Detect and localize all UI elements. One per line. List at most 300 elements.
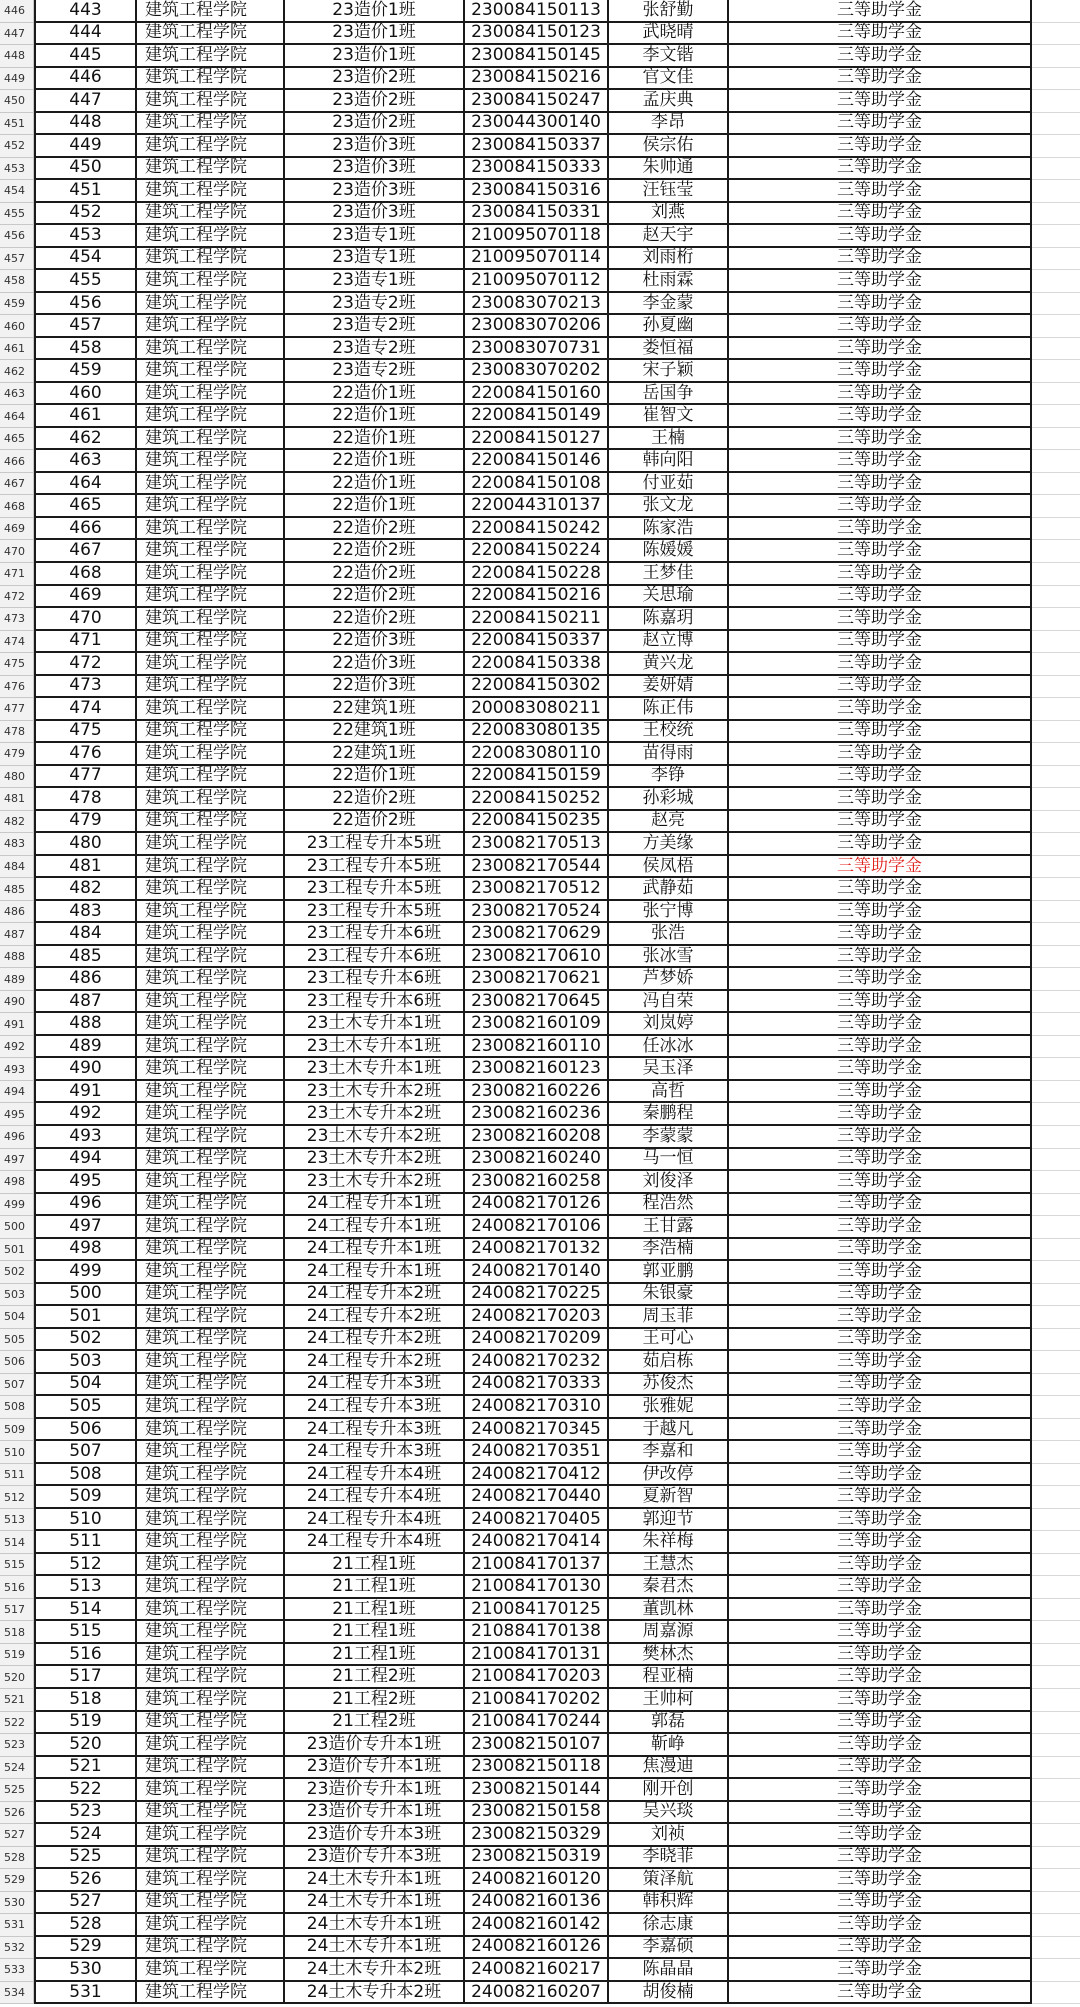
row-header[interactable]: 451 [0,113,34,136]
award-cell[interactable]: 三等助学金 [729,1689,1032,1712]
student-name-cell[interactable]: 策泽航 [609,1869,729,1892]
student-name-cell[interactable]: 李铮 [609,766,729,789]
student-name-cell[interactable]: 郭亚鹏 [609,1261,729,1284]
empty-cell[interactable] [1032,563,1080,586]
row-header[interactable]: 491 [0,1013,34,1036]
award-cell[interactable]: 三等助学金 [729,968,1032,991]
student-name-cell[interactable]: 朱帅通 [609,158,729,181]
serial-number-cell[interactable]: 514 [34,1599,137,1622]
class-cell[interactable]: 24工程专升本3班 [285,1419,465,1442]
student-id-cell[interactable]: 210084170131 [465,1644,609,1667]
empty-cell[interactable] [1032,1689,1080,1712]
award-cell[interactable]: 三等助学金 [729,1937,1032,1960]
row-header[interactable]: 497 [0,1149,34,1172]
row-header[interactable]: 474 [0,631,34,654]
row-header[interactable]: 460 [0,315,34,338]
empty-cell[interactable] [1032,180,1080,203]
student-name-cell[interactable]: 方美缘 [609,833,729,856]
row-header[interactable]: 485 [0,878,34,901]
class-cell[interactable]: 22造价3班 [285,631,465,654]
empty-cell[interactable] [1032,158,1080,181]
college-cell[interactable]: 建筑工程学院 [137,856,285,879]
serial-number-cell[interactable]: 529 [34,1937,137,1960]
serial-number-cell[interactable]: 460 [34,383,137,406]
class-cell[interactable]: 23造价专升本1班 [285,1802,465,1825]
row-header[interactable]: 517 [0,1599,34,1622]
empty-cell[interactable] [1032,676,1080,699]
college-cell[interactable]: 建筑工程学院 [137,698,285,721]
student-id-cell[interactable]: 220084150228 [465,563,609,586]
college-cell[interactable]: 建筑工程学院 [137,248,285,271]
class-cell[interactable]: 22造价1班 [285,495,465,518]
empty-cell[interactable] [1032,653,1080,676]
award-cell[interactable]: 三等助学金 [729,1284,1032,1307]
serial-number-cell[interactable]: 502 [34,1329,137,1352]
college-cell[interactable]: 建筑工程学院 [137,833,285,856]
class-cell[interactable]: 24工程专升本1班 [285,1261,465,1284]
award-cell[interactable]: 三等助学金 [729,1779,1032,1802]
row-header[interactable]: 514 [0,1531,34,1554]
college-cell[interactable]: 建筑工程学院 [137,1216,285,1239]
row-header[interactable]: 449 [0,68,34,91]
empty-cell[interactable] [1032,631,1080,654]
college-cell[interactable]: 建筑工程学院 [137,1239,285,1262]
college-cell[interactable]: 建筑工程学院 [137,203,285,226]
student-name-cell[interactable]: 胡俊楠 [609,1982,729,2005]
row-header[interactable]: 531 [0,1914,34,1937]
college-cell[interactable]: 建筑工程学院 [137,383,285,406]
student-id-cell[interactable]: 220044310137 [465,495,609,518]
class-cell[interactable]: 23造价2班 [285,68,465,91]
serial-number-cell[interactable]: 531 [34,1982,137,2005]
student-name-cell[interactable]: 韩积辉 [609,1892,729,1915]
award-cell[interactable]: 三等助学金 [729,1081,1032,1104]
award-cell[interactable]: 三等助学金 [729,1149,1032,1172]
class-cell[interactable]: 21工程1班 [285,1554,465,1577]
student-id-cell[interactable]: 210084170130 [465,1576,609,1599]
empty-cell[interactable] [1032,923,1080,946]
class-cell[interactable]: 21工程2班 [285,1666,465,1689]
row-header[interactable]: 508 [0,1396,34,1419]
row-header[interactable]: 486 [0,901,34,924]
student-id-cell[interactable]: 240082170405 [465,1509,609,1532]
college-cell[interactable]: 建筑工程学院 [137,113,285,136]
college-cell[interactable]: 建筑工程学院 [137,518,285,541]
award-cell[interactable]: 三等助学金 [729,405,1032,428]
student-id-cell[interactable]: 230083070731 [465,338,609,361]
empty-cell[interactable] [1032,1824,1080,1847]
student-name-cell[interactable]: 孙夏幽 [609,315,729,338]
student-name-cell[interactable]: 李文锴 [609,45,729,68]
college-cell[interactable]: 建筑工程学院 [137,1081,285,1104]
empty-cell[interactable] [1032,45,1080,68]
empty-cell[interactable] [1032,1959,1080,1982]
serial-number-cell[interactable]: 492 [34,1103,137,1126]
college-cell[interactable]: 建筑工程学院 [137,1013,285,1036]
empty-cell[interactable] [1032,991,1080,1014]
college-cell[interactable]: 建筑工程学院 [137,23,285,46]
student-id-cell[interactable]: 220083080135 [465,721,609,744]
row-header[interactable]: 458 [0,270,34,293]
student-name-cell[interactable]: 王楠 [609,428,729,451]
class-cell[interactable]: 24工程专升本4班 [285,1531,465,1554]
row-header[interactable]: 518 [0,1621,34,1644]
row-header[interactable]: 490 [0,991,34,1014]
student-id-cell[interactable]: 220084150149 [465,405,609,428]
student-name-cell[interactable]: 苗得雨 [609,743,729,766]
student-id-cell[interactable]: 240082170414 [465,1531,609,1554]
serial-number-cell[interactable]: 495 [34,1171,137,1194]
empty-cell[interactable] [1032,1419,1080,1442]
student-id-cell[interactable]: 230084150113 [465,0,609,23]
student-id-cell[interactable]: 230082170524 [465,901,609,924]
empty-cell[interactable] [1032,0,1080,23]
empty-cell[interactable] [1032,968,1080,991]
class-cell[interactable]: 23工程专升本6班 [285,968,465,991]
empty-cell[interactable] [1032,113,1080,136]
college-cell[interactable]: 建筑工程学院 [137,676,285,699]
serial-number-cell[interactable]: 507 [34,1441,137,1464]
row-header[interactable]: 511 [0,1464,34,1487]
student-name-cell[interactable]: 芦梦娇 [609,968,729,991]
award-cell[interactable]: 三等助学金 [729,473,1032,496]
student-name-cell[interactable]: 马一恒 [609,1149,729,1172]
award-cell[interactable]: 三等助学金 [729,676,1032,699]
student-name-cell[interactable]: 李嘉硕 [609,1937,729,1960]
college-cell[interactable]: 建筑工程学院 [137,1621,285,1644]
class-cell[interactable]: 23土木专升本2班 [285,1171,465,1194]
student-name-cell[interactable]: 张冰雪 [609,946,729,969]
row-header[interactable]: 446 [0,0,34,23]
empty-cell[interactable] [1032,383,1080,406]
empty-cell[interactable] [1032,248,1080,271]
student-id-cell[interactable]: 210084170203 [465,1666,609,1689]
empty-cell[interactable] [1032,1599,1080,1622]
class-cell[interactable]: 23造价1班 [285,45,465,68]
serial-number-cell[interactable]: 463 [34,450,137,473]
class-cell[interactable]: 21工程2班 [285,1689,465,1712]
college-cell[interactable]: 建筑工程学院 [137,1464,285,1487]
award-cell[interactable]: 三等助学金 [729,1396,1032,1419]
student-name-cell[interactable]: 李嘉和 [609,1441,729,1464]
row-header[interactable]: 477 [0,698,34,721]
serial-number-cell[interactable]: 518 [34,1689,137,1712]
serial-number-cell[interactable]: 471 [34,631,137,654]
award-cell[interactable]: 三等助学金 [729,1036,1032,1059]
row-header[interactable]: 469 [0,518,34,541]
empty-cell[interactable] [1032,946,1080,969]
student-name-cell[interactable]: 程亚楠 [609,1666,729,1689]
serial-number-cell[interactable]: 484 [34,923,137,946]
college-cell[interactable]: 建筑工程学院 [137,1892,285,1915]
student-name-cell[interactable]: 侯宗佑 [609,135,729,158]
student-name-cell[interactable]: 刘俊泽 [609,1171,729,1194]
empty-cell[interactable] [1032,1554,1080,1577]
class-cell[interactable]: 23造价专升本1班 [285,1779,465,1802]
award-cell[interactable]: 三等助学金 [729,338,1032,361]
serial-number-cell[interactable]: 515 [34,1621,137,1644]
class-cell[interactable]: 23造专2班 [285,293,465,316]
student-name-cell[interactable]: 高哲 [609,1081,729,1104]
student-name-cell[interactable]: 刘雨桁 [609,248,729,271]
student-id-cell[interactable]: 240082160142 [465,1914,609,1937]
serial-number-cell[interactable]: 464 [34,473,137,496]
student-name-cell[interactable]: 任冰冰 [609,1036,729,1059]
college-cell[interactable]: 建筑工程学院 [137,1576,285,1599]
serial-number-cell[interactable]: 483 [34,901,137,924]
student-name-cell[interactable]: 官文佳 [609,68,729,91]
college-cell[interactable]: 建筑工程学院 [137,1419,285,1442]
row-header[interactable]: 504 [0,1306,34,1329]
row-header[interactable]: 509 [0,1419,34,1442]
college-cell[interactable]: 建筑工程学院 [137,1779,285,1802]
empty-cell[interactable] [1032,856,1080,879]
student-id-cell[interactable]: 230082170621 [465,968,609,991]
student-name-cell[interactable]: 李蒙蒙 [609,1126,729,1149]
college-cell[interactable]: 建筑工程学院 [137,1441,285,1464]
empty-cell[interactable] [1032,1374,1080,1397]
class-cell[interactable]: 23工程专升本5班 [285,878,465,901]
student-name-cell[interactable]: 靳峥 [609,1734,729,1757]
award-cell[interactable]: 三等助学金 [729,1982,1032,2005]
serial-number-cell[interactable]: 481 [34,856,137,879]
student-name-cell[interactable]: 徐志康 [609,1914,729,1937]
empty-cell[interactable] [1032,315,1080,338]
student-name-cell[interactable]: 关思瑜 [609,586,729,609]
class-cell[interactable]: 23土木专升本2班 [285,1126,465,1149]
student-id-cell[interactable]: 220084150252 [465,788,609,811]
serial-number-cell[interactable]: 505 [34,1396,137,1419]
college-cell[interactable]: 建筑工程学院 [137,968,285,991]
empty-cell[interactable] [1032,1351,1080,1374]
empty-cell[interactable] [1032,1306,1080,1329]
empty-cell[interactable] [1032,1149,1080,1172]
award-cell[interactable]: 三等助学金 [729,631,1032,654]
serial-number-cell[interactable]: 445 [34,45,137,68]
student-name-cell[interactable]: 杜雨霖 [609,270,729,293]
award-cell[interactable]: 三等助学金 [729,1351,1032,1374]
student-id-cell[interactable]: 220084150302 [465,676,609,699]
college-cell[interactable]: 建筑工程学院 [137,90,285,113]
college-cell[interactable]: 建筑工程学院 [137,1194,285,1217]
class-cell[interactable]: 22造价2班 [285,788,465,811]
class-cell[interactable]: 24工程专升本2班 [285,1284,465,1307]
award-cell[interactable]: 三等助学金 [729,788,1032,811]
student-id-cell[interactable]: 230082160208 [465,1126,609,1149]
award-cell[interactable]: 三等助学金 [729,158,1032,181]
empty-cell[interactable] [1032,1937,1080,1960]
class-cell[interactable]: 24土木专升本1班 [285,1892,465,1915]
row-header[interactable]: 461 [0,338,34,361]
award-cell[interactable]: 三等助学金 [729,1126,1032,1149]
student-id-cell[interactable]: 210084170202 [465,1689,609,1712]
serial-number-cell[interactable]: 478 [34,788,137,811]
class-cell[interactable]: 22建筑1班 [285,743,465,766]
college-cell[interactable]: 建筑工程学院 [137,45,285,68]
award-cell[interactable]: 三等助学金 [729,833,1032,856]
award-cell[interactable]: 三等助学金 [729,878,1032,901]
student-name-cell[interactable]: 李晓菲 [609,1847,729,1870]
empty-cell[interactable] [1032,1757,1080,1780]
empty-cell[interactable] [1032,1982,1080,2005]
serial-number-cell[interactable]: 448 [34,113,137,136]
empty-cell[interactable] [1032,1058,1080,1081]
empty-cell[interactable] [1032,405,1080,428]
row-header[interactable]: 466 [0,450,34,473]
row-header[interactable]: 525 [0,1779,34,1802]
award-cell[interactable]: 三等助学金 [729,203,1032,226]
class-cell[interactable]: 23造价专升本1班 [285,1757,465,1780]
student-id-cell[interactable]: 210084170137 [465,1554,609,1577]
student-name-cell[interactable]: 李金蒙 [609,293,729,316]
row-header[interactable]: 467 [0,473,34,496]
empty-cell[interactable] [1032,1486,1080,1509]
college-cell[interactable]: 建筑工程学院 [137,586,285,609]
class-cell[interactable]: 24工程专升本3班 [285,1441,465,1464]
award-cell[interactable]: 三等助学金 [729,225,1032,248]
serial-number-cell[interactable]: 512 [34,1554,137,1577]
student-name-cell[interactable]: 武晓晴 [609,23,729,46]
class-cell[interactable]: 23造价专升本1班 [285,1734,465,1757]
award-cell[interactable]: 三等助学金 [729,1194,1032,1217]
student-name-cell[interactable]: 陈正伟 [609,698,729,721]
award-cell[interactable]: 三等助学金 [729,360,1032,383]
class-cell[interactable]: 23造价2班 [285,90,465,113]
student-name-cell[interactable]: 王甘露 [609,1216,729,1239]
college-cell[interactable]: 建筑工程学院 [137,1261,285,1284]
empty-cell[interactable] [1032,68,1080,91]
college-cell[interactable]: 建筑工程学院 [137,270,285,293]
row-header[interactable]: 488 [0,946,34,969]
award-cell[interactable]: 三等助学金 [729,586,1032,609]
student-name-cell[interactable]: 黄兴龙 [609,653,729,676]
empty-cell[interactable] [1032,766,1080,789]
student-name-cell[interactable]: 王可心 [609,1329,729,1352]
college-cell[interactable]: 建筑工程学院 [137,1351,285,1374]
college-cell[interactable]: 建筑工程学院 [137,1374,285,1397]
row-header[interactable]: 464 [0,405,34,428]
empty-cell[interactable] [1032,1396,1080,1419]
class-cell[interactable]: 24工程专升本4班 [285,1464,465,1487]
student-id-cell[interactable]: 240082170232 [465,1351,609,1374]
row-header[interactable]: 459 [0,293,34,316]
award-cell[interactable]: 三等助学金 [729,1329,1032,1352]
award-cell[interactable]: 三等助学金 [729,1757,1032,1780]
student-name-cell[interactable]: 焦漫迪 [609,1757,729,1780]
award-cell[interactable]: 三等助学金 [729,68,1032,91]
serial-number-cell[interactable]: 489 [34,1036,137,1059]
empty-cell[interactable] [1032,270,1080,293]
college-cell[interactable]: 建筑工程学院 [137,473,285,496]
college-cell[interactable]: 建筑工程学院 [137,1847,285,1870]
student-name-cell[interactable]: 汪钰莹 [609,180,729,203]
student-name-cell[interactable]: 郭磊 [609,1712,729,1735]
award-cell[interactable]: 三等助学金 [729,901,1032,924]
student-id-cell[interactable]: 220084150160 [465,383,609,406]
serial-number-cell[interactable]: 462 [34,428,137,451]
award-cell[interactable]: 三等助学金 [729,1914,1032,1937]
empty-cell[interactable] [1032,1712,1080,1735]
serial-number-cell[interactable]: 469 [34,586,137,609]
class-cell[interactable]: 23造价3班 [285,158,465,181]
row-header[interactable]: 481 [0,788,34,811]
row-header[interactable]: 513 [0,1509,34,1532]
student-name-cell[interactable]: 付亚茹 [609,473,729,496]
student-id-cell[interactable]: 230083070206 [465,315,609,338]
college-cell[interactable]: 建筑工程学院 [137,1666,285,1689]
student-name-cell[interactable]: 茹启栋 [609,1351,729,1374]
student-name-cell[interactable]: 孙彩城 [609,788,729,811]
class-cell[interactable]: 22造价1班 [285,450,465,473]
student-id-cell[interactable]: 230082150319 [465,1847,609,1870]
serial-number-cell[interactable]: 496 [34,1194,137,1217]
college-cell[interactable]: 建筑工程学院 [137,68,285,91]
college-cell[interactable]: 建筑工程学院 [137,743,285,766]
college-cell[interactable]: 建筑工程学院 [137,180,285,203]
class-cell[interactable]: 22造价1班 [285,473,465,496]
row-header[interactable]: 520 [0,1666,34,1689]
award-cell[interactable]: 三等助学金 [729,1419,1032,1442]
award-cell[interactable]: 三等助学金 [729,1576,1032,1599]
class-cell[interactable]: 24工程专升本2班 [285,1329,465,1352]
student-id-cell[interactable]: 220084150216 [465,586,609,609]
student-id-cell[interactable]: 230082150144 [465,1779,609,1802]
student-id-cell[interactable]: 230084150337 [465,135,609,158]
student-id-cell[interactable]: 220084150235 [465,811,609,834]
college-cell[interactable]: 建筑工程学院 [137,766,285,789]
student-id-cell[interactable]: 240082170345 [465,1419,609,1442]
college-cell[interactable]: 建筑工程学院 [137,653,285,676]
serial-number-cell[interactable]: 499 [34,1261,137,1284]
class-cell[interactable]: 22造价3班 [285,676,465,699]
serial-number-cell[interactable]: 498 [34,1239,137,1262]
class-cell[interactable]: 24土木专升本1班 [285,1914,465,1937]
class-cell[interactable]: 22造价2班 [285,586,465,609]
row-header[interactable]: 475 [0,653,34,676]
row-header[interactable]: 472 [0,586,34,609]
serial-number-cell[interactable]: 444 [34,23,137,46]
award-cell[interactable]: 三等助学金 [729,1509,1032,1532]
student-id-cell[interactable]: 240082170310 [465,1396,609,1419]
serial-number-cell[interactable]: 451 [34,180,137,203]
student-name-cell[interactable]: 宋子颖 [609,360,729,383]
student-name-cell[interactable]: 武静茹 [609,878,729,901]
college-cell[interactable]: 建筑工程学院 [137,293,285,316]
class-cell[interactable]: 23造价专升本3班 [285,1824,465,1847]
empty-cell[interactable] [1032,1869,1080,1892]
student-name-cell[interactable]: 李浩楠 [609,1239,729,1262]
empty-cell[interactable] [1032,878,1080,901]
student-name-cell[interactable]: 李昂 [609,113,729,136]
class-cell[interactable]: 21工程1班 [285,1644,465,1667]
student-id-cell[interactable]: 240082170412 [465,1464,609,1487]
row-header[interactable]: 523 [0,1734,34,1757]
award-cell[interactable]: 三等助学金 [729,923,1032,946]
class-cell[interactable]: 24工程专升本2班 [285,1306,465,1329]
award-cell[interactable]: 三等助学金 [729,113,1032,136]
row-header[interactable]: 483 [0,833,34,856]
class-cell[interactable]: 23土木专升本1班 [285,1036,465,1059]
class-cell[interactable]: 23造价3班 [285,203,465,226]
class-cell[interactable]: 24工程专升本3班 [285,1396,465,1419]
college-cell[interactable]: 建筑工程学院 [137,1689,285,1712]
college-cell[interactable]: 建筑工程学院 [137,563,285,586]
award-cell[interactable]: 三等助学金 [729,608,1032,631]
college-cell[interactable]: 建筑工程学院 [137,1531,285,1554]
serial-number-cell[interactable]: 480 [34,833,137,856]
college-cell[interactable]: 建筑工程学院 [137,1734,285,1757]
empty-cell[interactable] [1032,1261,1080,1284]
